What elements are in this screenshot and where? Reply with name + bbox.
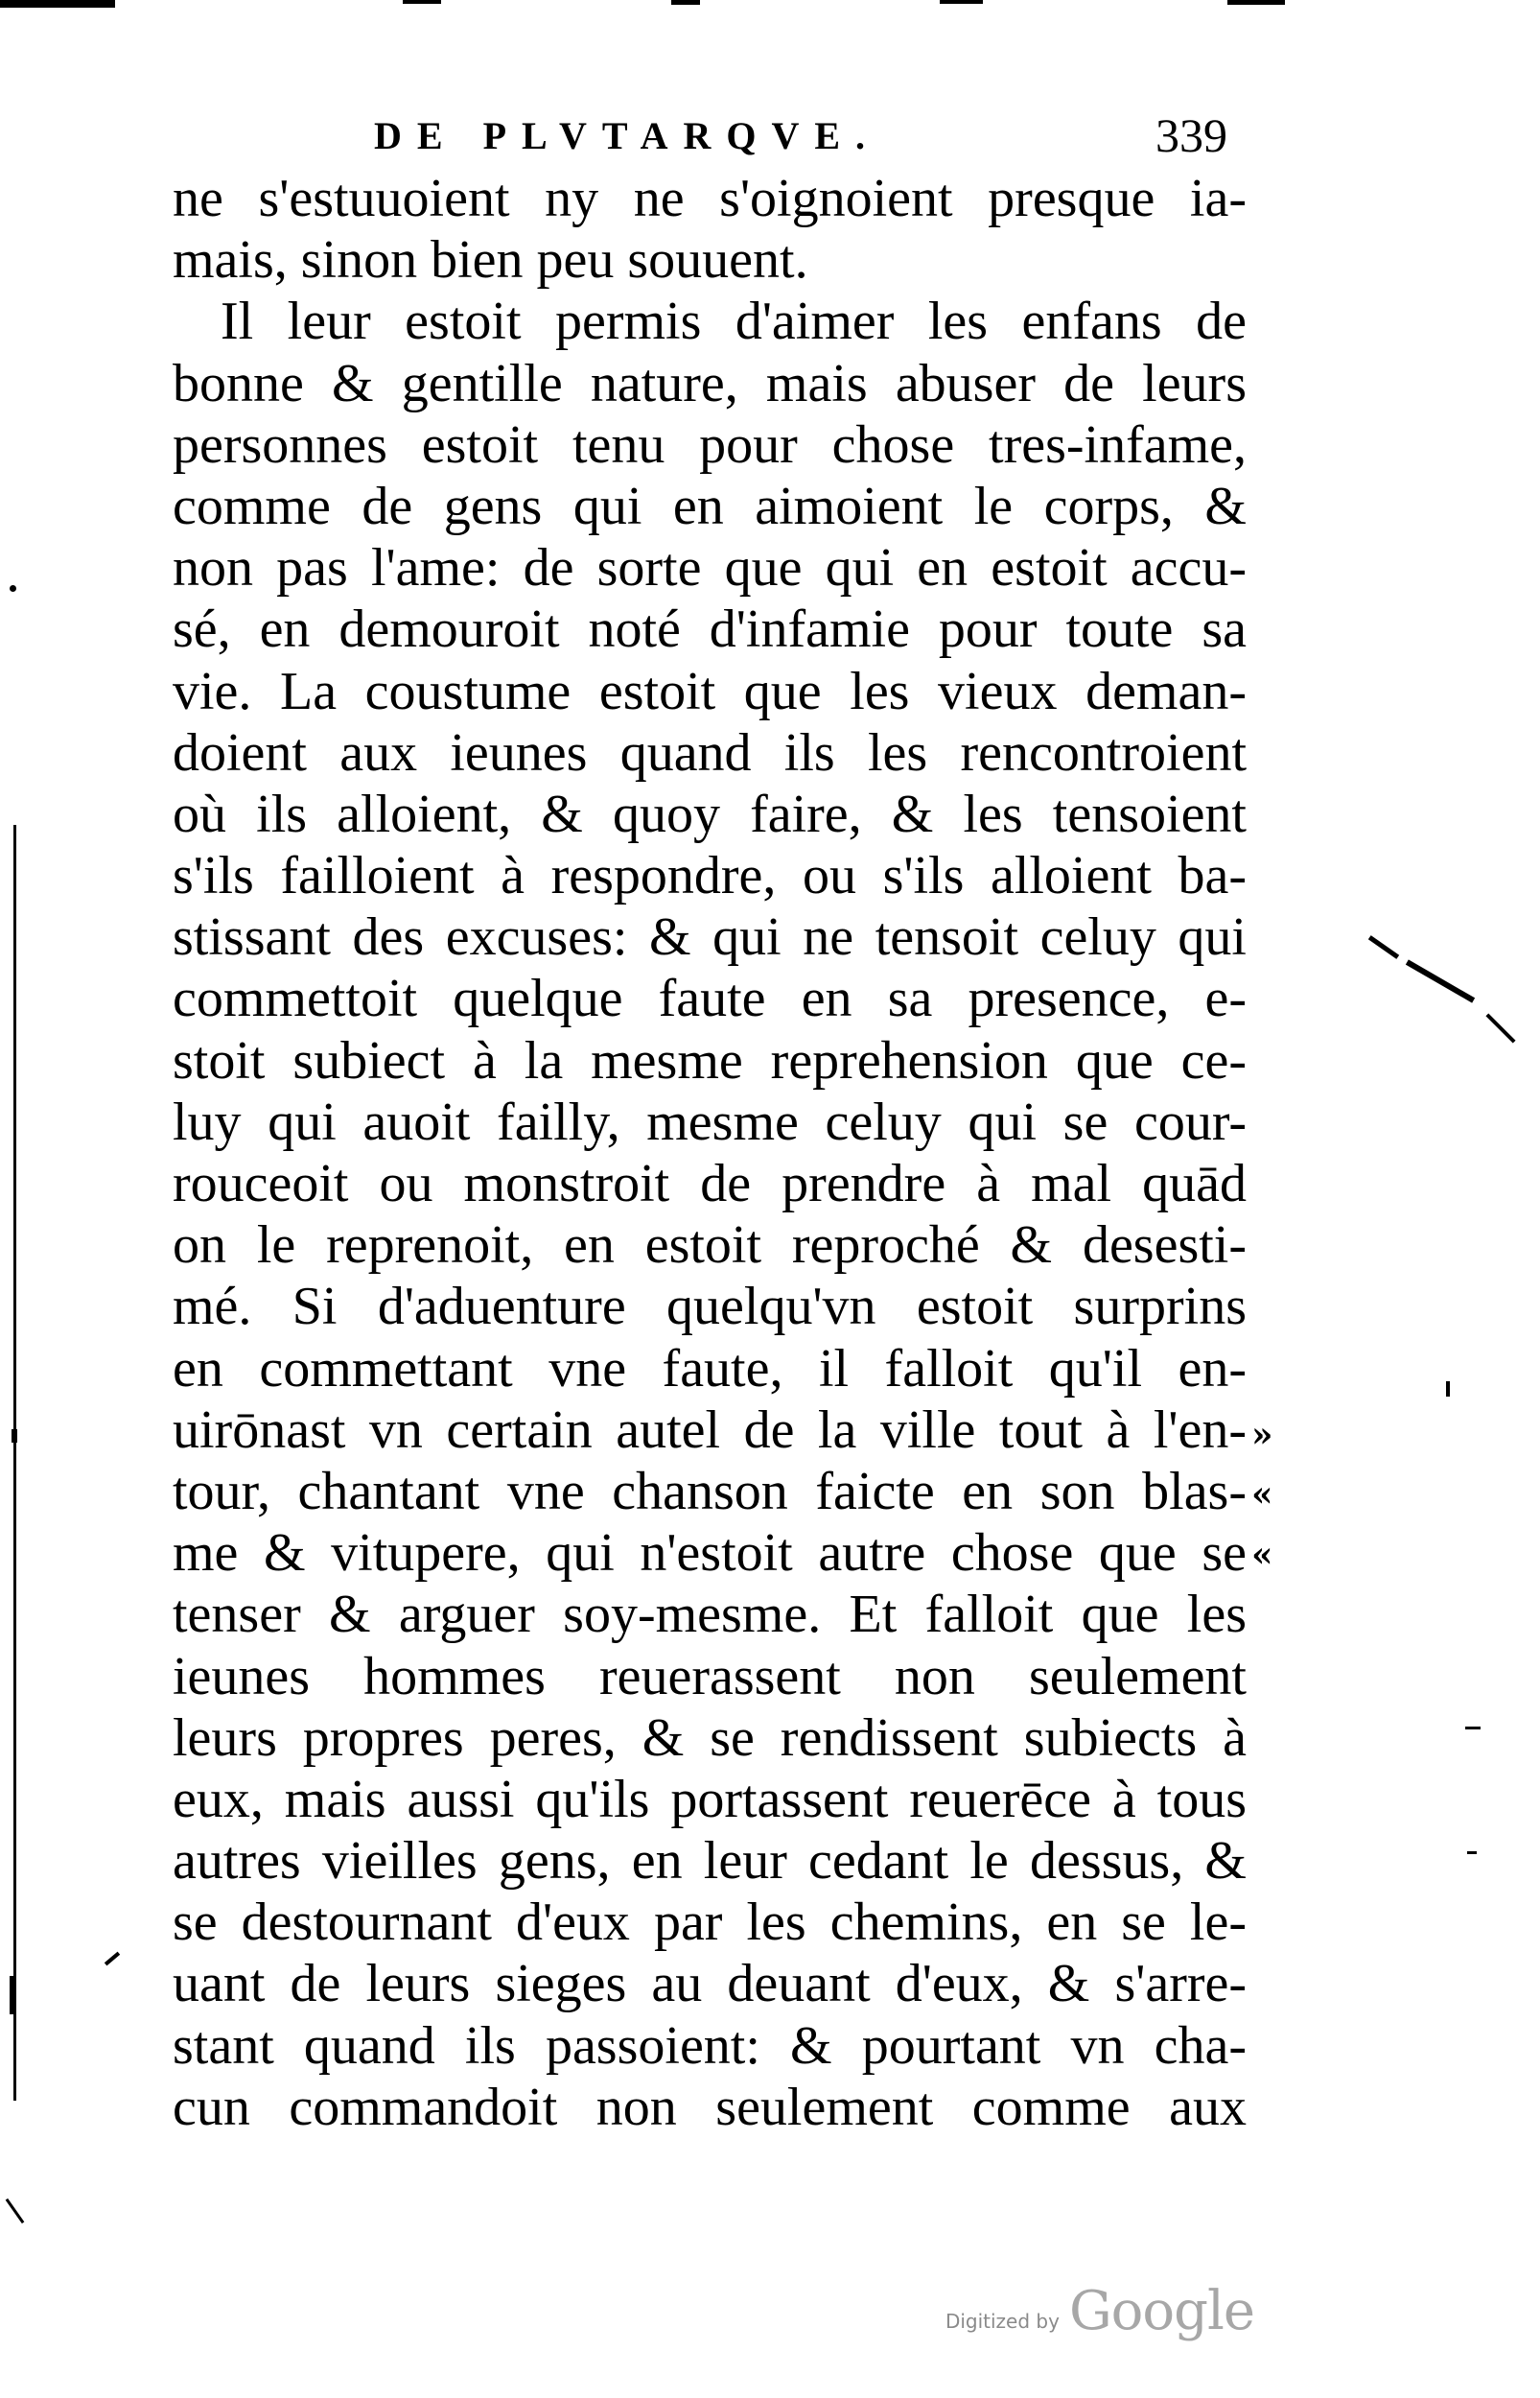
- text-line: luy qui auoit failly, mesme celuy qui se cour-: [173, 1092, 1247, 1152]
- text-line: bonne & gentille nature, mais abuser de leurs: [173, 353, 1247, 413]
- text-line: où ils alloient, & quoy faire, & les tensoient: [173, 784, 1247, 844]
- text-line: me & vitupere, qui n'estoit autre chose que se: [173, 1523, 1247, 1584]
- text-line: stoit subiect à la mesme reprehension que ce-: [173, 1030, 1247, 1091]
- text-line: se destournant d'eux par les chemins, en se le-: [173, 1893, 1247, 1953]
- text-line: mais, sinon bien peu souuent.: [173, 230, 808, 291]
- text-line: tour, chantant vne chanson faicte en son blas-: [173, 1461, 1247, 1521]
- text-line: non pas l'ame: de sorte que qui en estoit accu-: [173, 538, 1247, 599]
- text-line: s'ils failloient à respondre, ou s'ils alloient ba-: [173, 846, 1247, 906]
- text-line: uirōnast vn certain autel de la ville tout à l'en-: [173, 1399, 1247, 1460]
- page-header: [355, 107, 1237, 165]
- google-logo: Google: [1068, 2280, 1254, 2342]
- text-line: vie. La coustume estoit que les vieux deman-: [173, 661, 1247, 721]
- running-head: DE PLVTARQVE.: [374, 114, 881, 157]
- text-line: on le reprenoit, en estoit reproché & desesti-: [173, 1215, 1247, 1276]
- text-line: stant quand ils passoient: & pourtant vn cha-: [173, 2015, 1247, 2076]
- text-line: cun commandoit non seulement comme aux: [173, 2077, 1247, 2137]
- text-line: rouceoit ou monstroit de prendre à mal quād: [173, 1154, 1247, 1213]
- digitized-watermark: [945, 2280, 1254, 2342]
- quote-mark: «: [1251, 1474, 1273, 1515]
- page-number: 339: [1155, 108, 1227, 162]
- quote-mark: »: [1251, 1415, 1273, 1455]
- text-line: ieunes hommes reuerassent non seulement: [173, 1646, 1247, 1706]
- text-line: commettoit quelque faute en sa presence, e-: [173, 969, 1247, 1029]
- body-text: [173, 168, 1247, 2138]
- text-line: Il leur estoit permis d'aimer les enfans de: [221, 292, 1247, 352]
- text-line: mé. Si d'aduenture quelqu'vn estoit surprins: [173, 1277, 1247, 1337]
- text-line: leurs propres peres, & se rendissent subiects à: [173, 1707, 1247, 1768]
- digitized-by-text: Digitized by: [945, 2310, 1060, 2333]
- text-line: uant de leurs sieges au deuant d'eux, & s'arre-: [173, 1954, 1247, 2014]
- quote-mark: «: [1251, 1535, 1273, 1575]
- text-line: doient aux ieunes quand ils les rencontroient: [173, 722, 1247, 783]
- text-line: ne s'estuuoient ny ne s'oignoient presque ia-: [173, 169, 1247, 228]
- text-line: personnes estoit tenu pour chose tres-infame,: [173, 414, 1247, 475]
- text-line: eux, mais aussi qu'ils portassent reuerēce à tous: [173, 1769, 1247, 1829]
- text-line: tenser & arguer soy-mesme. Et falloit que les: [173, 1585, 1247, 1645]
- text-line: comme de gens qui en aimoient le corps, &: [173, 476, 1247, 536]
- top-edge-bleed: [0, 0, 1540, 13]
- text-line: stissant des excuses: & qui ne tensoit celuy qui: [173, 907, 1247, 968]
- text-line: sé, en demouroit noté d'infamie pour toute sa: [173, 600, 1247, 660]
- text-line: en commettant vne faute, il falloit qu'il en-: [173, 1338, 1247, 1399]
- text-line: autres vieilles gens, en leur cedant le dessus, &: [173, 1831, 1247, 1892]
